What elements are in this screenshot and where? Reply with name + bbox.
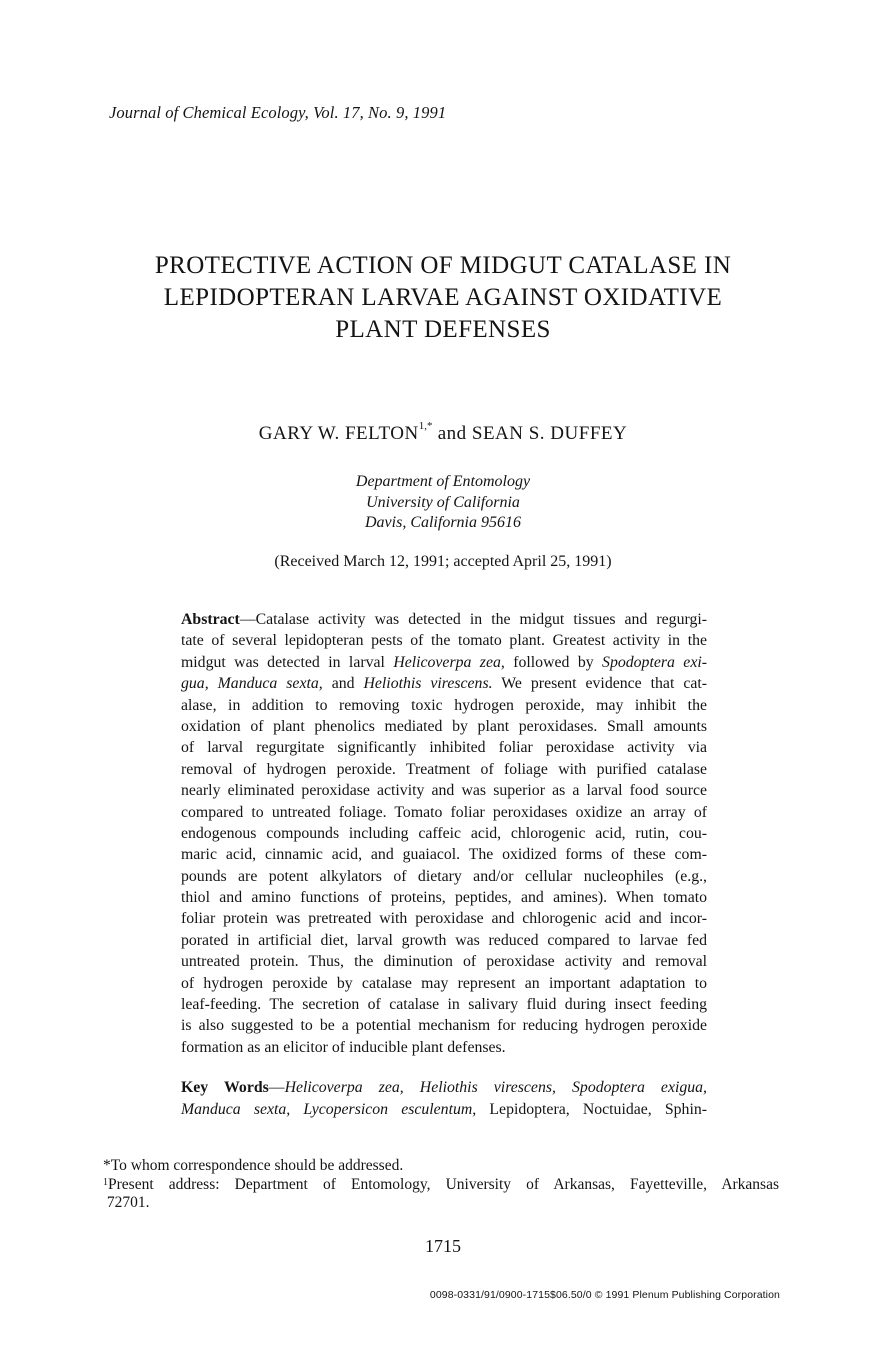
species-name: gua, Manduca sexta,: [181, 675, 323, 693]
abstract-line: pounds are potent alkylators of dietary and/or cellular nucleophiles (e.g.,: [181, 867, 707, 885]
affiliation-line: Department of Entomology: [355, 473, 531, 490]
species-name: Spodoptera exi-: [602, 653, 707, 671]
abstract-label: Abstract: [181, 611, 240, 628]
species-name: Helicoverpa zea,: [393, 653, 505, 671]
keywords-label: Key Words: [181, 1079, 269, 1096]
keywords: [181, 1077, 707, 1121]
author-footnote-marks: 1,*: [418, 420, 433, 432]
copyright-line: 0098-0331/91/0900-1715$06.50/0 © 1991 Plenum Publishing Corporation: [429, 1289, 780, 1301]
author-name: SEAN S. DUFFEY: [471, 423, 628, 444]
abstract-text: followed by: [504, 653, 603, 671]
abstract-line: [181, 609, 707, 630]
abstract-line: porated in artificial diet, larval growth was reduced compared to larvae fed: [181, 931, 707, 949]
footnote-address: [103, 1176, 779, 1195]
abstract-line: nearly eliminated peroxidase activity and was superior as a larval food source: [181, 782, 707, 800]
abstract-line: alase, in addition to removing toxic hydrogen peroxide, may inhibit the: [181, 696, 707, 714]
affiliation-line: Davis, California 95616: [364, 514, 521, 531]
abstract-line: compared to untreated foliage. Tomato foliar peroxidases oxidize an array of: [181, 803, 707, 821]
author-line: [0, 420, 886, 445]
abstract-text: —Catalase activity was detected in the midgut tissues and regurgi-: [239, 611, 707, 628]
abstract-line: is also suggested to be a potential mechanism for reducing hydrogen peroxide: [181, 1017, 707, 1035]
author-name: GARY W. FELTON: [258, 423, 419, 444]
author-conjunction: and: [437, 423, 467, 444]
footnote-mark: *: [103, 1157, 111, 1174]
title-line: PROTECTIVE ACTION OF MIDGUT CATALASE IN: [154, 252, 732, 279]
abstract-text: We present evidence that cat-: [492, 675, 707, 693]
footnote-correspondence: [103, 1157, 779, 1176]
received-dates: (Received March 12, 1991; accepted April 25, 1991): [274, 553, 612, 570]
footnote-address-cont: [103, 1194, 779, 1213]
keywords-line: [181, 1099, 707, 1121]
abstract-line: endogenous compounds including caffeic acid, chlorogenic acid, rutin, cou-: [181, 824, 707, 842]
abstract-line: removal of hydrogen peroxide. Treatment of foliage with purified catalase: [181, 760, 707, 778]
keywords-species: Helicoverpa zea, Heliothis virescens, Spodoptera exigua,: [284, 1079, 707, 1096]
abstract-line: oxidation of plant phenolics mediated by plant peroxidases. Small amounts: [181, 717, 707, 735]
article-title: [0, 250, 886, 346]
abstract-line: of hydrogen peroxide by catalase may represent an important adaptation to: [181, 974, 707, 992]
keywords-text: Lepidoptera, Noctuidae, Sphin-: [476, 1101, 707, 1118]
title-line: LEPIDOPTERAN LARVAE AGAINST OXIDATIVE: [163, 284, 723, 311]
page-number: 1715: [425, 1236, 461, 1256]
journal-citation: Journal of Chemical Ecology, Vol. 17, No. 9, 1991: [109, 103, 447, 122]
footnote-text: 72701.: [106, 1194, 150, 1211]
affiliation-line: University of California: [366, 493, 520, 511]
abstract: [181, 609, 707, 1058]
abstract-line: maric acid, cinnamic acid, and guaiacol. The oxidized forms of these com-: [181, 846, 707, 864]
abstract-text: and: [322, 675, 364, 693]
keywords-line: [181, 1077, 707, 1099]
title-line: PLANT DEFENSES: [335, 316, 551, 343]
abstract-line: [181, 673, 707, 694]
species-name: Heliothis virescens.: [363, 675, 493, 693]
footnote-text: To whom correspondence should be addressed.: [110, 1157, 404, 1174]
abstract-line: tate of several lepidopteran pests of the tomato plant. Greatest activity in the: [181, 632, 707, 650]
affiliation: [0, 472, 886, 534]
footnote-text: Present address: Department of Entomology, University of Arkansas, Fayetteville, Arkansas: [108, 1175, 779, 1193]
abstract-text: midgut was detected in larval: [181, 653, 394, 671]
abstract-line: [181, 652, 707, 673]
footnote-mark: 1: [103, 1176, 108, 1188]
abstract-line: leaf-feeding. The secretion of catalase in salivary fluid during insect feeding: [181, 996, 707, 1014]
keywords-species: Manduca sexta, Lycopersicon esculentum,: [181, 1101, 477, 1118]
abstract-line: of larval regurgitate significantly inhibited foliar peroxidase activity via: [181, 739, 707, 757]
keywords-dash: —: [268, 1079, 285, 1096]
abstract-line: thiol and amino functions of proteins, peptides, and amines). When tomato: [181, 889, 707, 907]
footnotes: [103, 1157, 779, 1213]
abstract-line: formation as an elicitor of inducible plant defenses.: [181, 1038, 506, 1056]
abstract-line: foliar protein was pretreated with peroxidase and chlorogenic acid and incor-: [181, 910, 707, 928]
abstract-line: untreated protein. Thus, the diminution of peroxidase activity and removal: [181, 953, 707, 971]
